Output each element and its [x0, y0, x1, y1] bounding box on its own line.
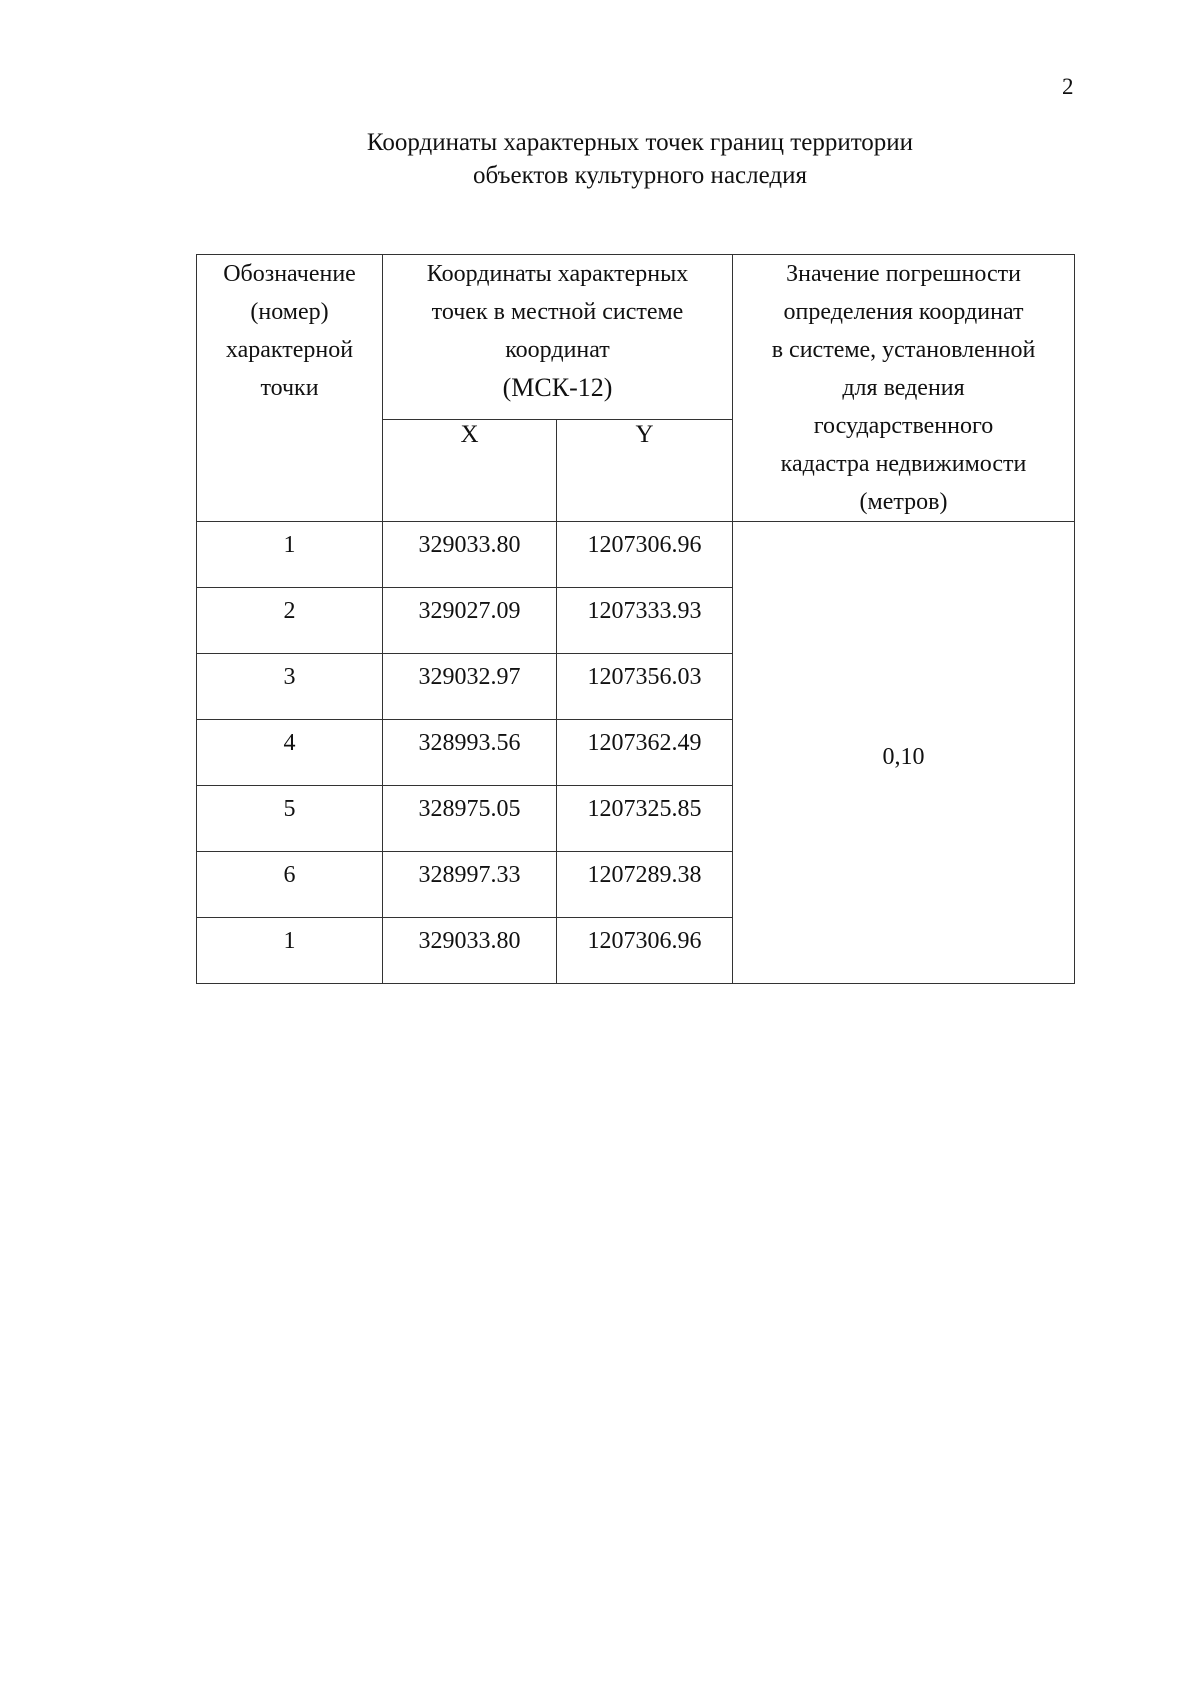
table-header-row [197, 255, 1075, 420]
point-cell: 2 [197, 588, 383, 654]
point-cell: 6 [197, 852, 383, 918]
header-coords-line: (МСК-12) [502, 373, 613, 402]
error-value-cell: 0,10 [733, 522, 1075, 984]
header-coords-cell [383, 255, 733, 420]
y-cell: 1207325.85 [557, 786, 733, 852]
header-point-line: характерной [225, 337, 354, 363]
header-error-line: государственного [813, 413, 994, 439]
table-row [197, 522, 1075, 588]
page-number: 2 [1062, 74, 1074, 99]
header-error-line: кадастра недвижимости [780, 451, 1027, 477]
coordinates-table [196, 254, 1075, 984]
header-coords-line: координат [505, 337, 610, 363]
point-cell: 5 [197, 786, 383, 852]
x-cell: 328975.05 [383, 786, 557, 852]
x-cell: 329027.09 [383, 588, 557, 654]
header-coords-line: Координаты характерных [426, 261, 689, 287]
point-cell: 3 [197, 654, 383, 720]
x-cell: 329032.97 [383, 654, 557, 720]
document-title [200, 126, 1080, 192]
point-cell: 1 [197, 918, 383, 984]
header-error-line: определения координат [783, 299, 1024, 325]
point-cell: 1 [197, 522, 383, 588]
header-point-line: (номер) [250, 299, 329, 325]
header-point-line: Обозначение [223, 261, 356, 287]
point-cell: 4 [197, 720, 383, 786]
x-cell: 328997.33 [383, 852, 557, 918]
header-point-cell [197, 255, 383, 522]
header-y-cell: Y [557, 419, 733, 521]
x-cell: 329033.80 [383, 522, 557, 588]
header-error-line: Значение погрешности [786, 261, 1021, 287]
header-error-line: (метров) [859, 489, 948, 515]
header-point-line: точки [260, 375, 319, 401]
y-cell: 1207356.03 [557, 654, 733, 720]
y-cell: 1207333.93 [557, 588, 733, 654]
x-cell: 328993.56 [383, 720, 557, 786]
header-x-cell: X [383, 419, 557, 521]
header-error-cell [733, 255, 1075, 522]
y-cell: 1207362.49 [557, 720, 733, 786]
header-error-line: в системе, установленной [771, 337, 1036, 363]
y-cell: 1207289.38 [557, 852, 733, 918]
y-cell: 1207306.96 [557, 522, 733, 588]
header-coords-line: точек в местной системе [431, 299, 684, 325]
document-title-line-2: объектов культурного наследия [473, 162, 807, 189]
header-error-line: для ведения [842, 375, 965, 401]
x-cell: 329033.80 [383, 918, 557, 984]
y-cell: 1207306.96 [557, 918, 733, 984]
document-title-line-1: Координаты характерных точек границ территории [366, 129, 914, 156]
